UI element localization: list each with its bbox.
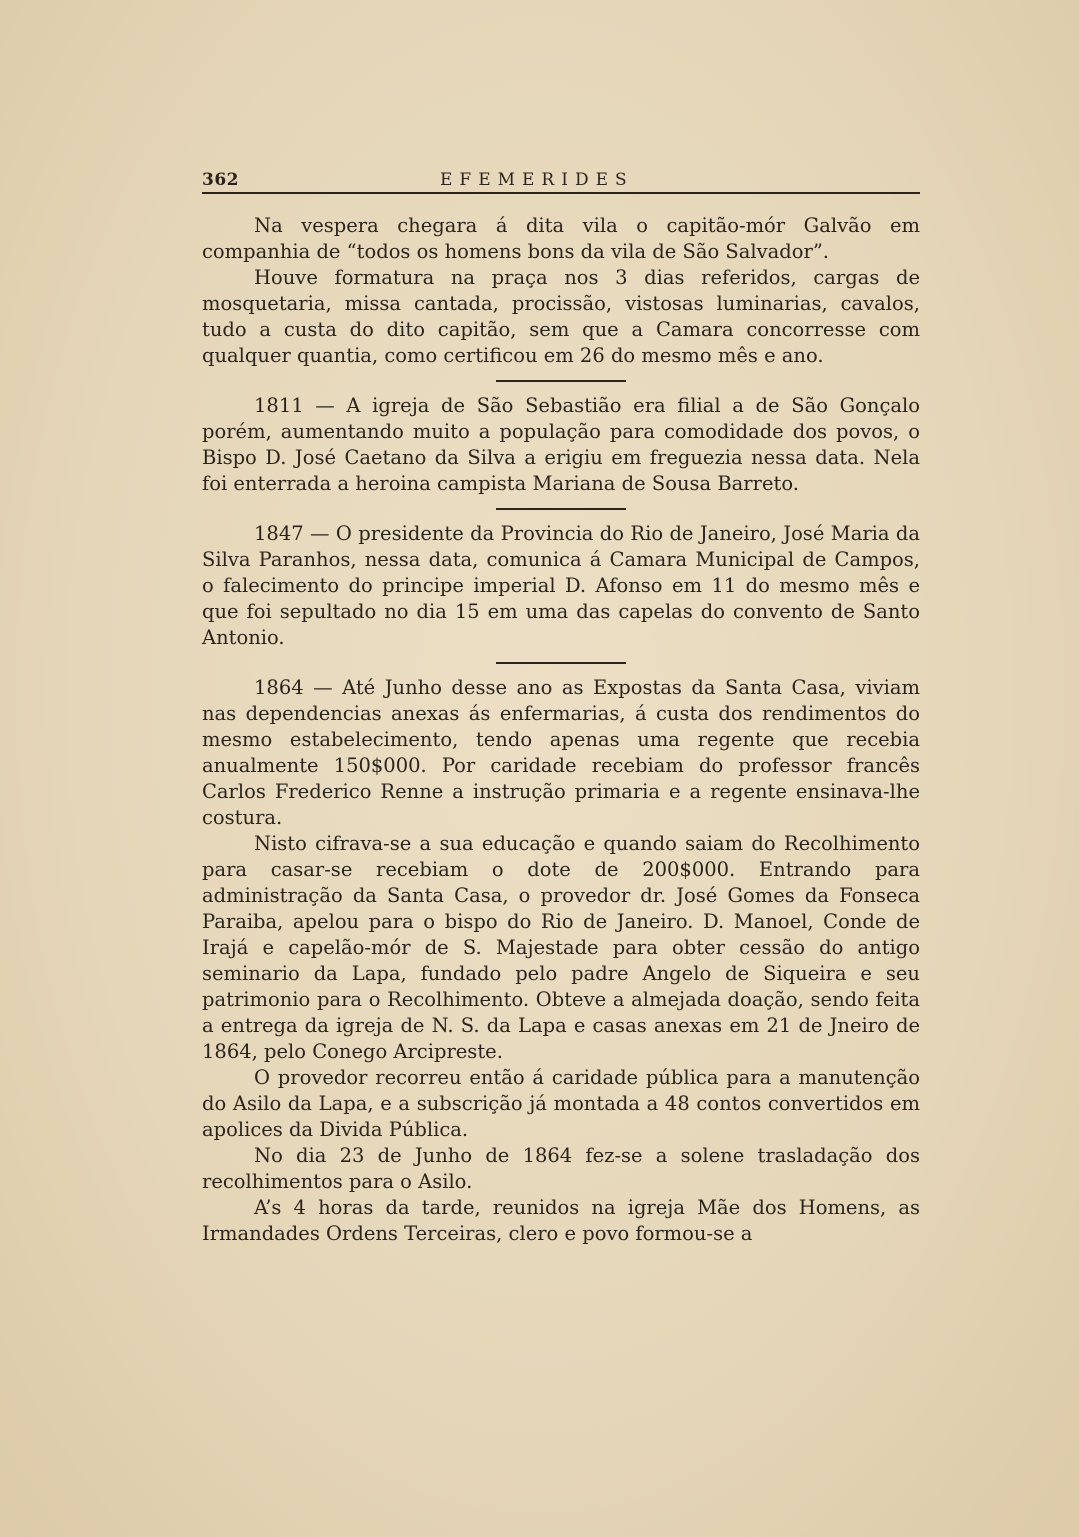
- section-divider: [496, 380, 626, 382]
- page-header: [202, 170, 920, 196]
- page-number: 362: [202, 170, 239, 190]
- page-body: [202, 213, 920, 1247]
- paragraph: Houve formatura na praça nos 3 dias referidos, cargas de mosquetaria, missa cantada, procissão, vistosas luminarias, cavalos, tudo a custa do dito capitão, sem que a Camara concorresse com qualquer quantia, como certificou em 26 do mesmo mês e ano.: [202, 266, 920, 367]
- section-divider: [496, 508, 626, 510]
- section-divider: [496, 662, 626, 664]
- paragraph: A’s 4 horas da tarde, reunidos na igreja Mãe dos Homens, as Irmandades Ordens Terceiras, clero e povo formou-se a: [202, 1196, 920, 1245]
- paragraph: Na vespera chegara á dita vila o capitão-mór Galvão em companhia de “todos os homens bons da vila de São Salvador”.: [202, 214, 920, 263]
- entry-1864: 1864 — Até Junho desse ano as Expostas da Santa Casa, viviam nas dependencias anexas ás enfermarias, á custa dos rendimentos do mesmo estabelecimento, tendo apenas uma regente que recebia anualmente 150$000. Por caridade recebiam do professor francês Carlos Frederico Renne a instrução primaria e a regente ensinava-lhe costura.: [202, 676, 920, 829]
- header-rule: [202, 192, 920, 194]
- paragraph: Nisto cifrava-se a sua educação e quando saiam do Recolhimento para casar-se recebiam o dote de 200$000. Entrando para administração da Santa Casa, o provedor dr. José Gomes da Fonseca Paraiba, apelou para o bispo do Rio de Janeiro. D. Manoel, Conde de Irajá e capelão-mór de S. Majestade para obter cessão do antigo seminario da Lapa, fundado pelo padre Angelo de Siqueira e seu patrimonio para o Recolhimento. Obteve a almejada doação, sendo feita a entrega da igreja de N. S. da Lapa e casas anexas em 21 de Jneiro de 1864, pelo Conego Arcipreste.: [202, 832, 920, 1063]
- running-title: EFEMERIDES: [440, 170, 634, 190]
- entry-1811: 1811 — A igreja de São Sebastião era filial a de São Gonçalo porém, aumentando muito a população para comodidade dos povos, o Bispo D. José Caetano da Silva a erigiu em freguezia nessa data. Nela foi enterrada a heroina campista Mariana de Sousa Barreto.: [202, 394, 920, 495]
- paragraph: O provedor recorreu então á caridade pública para a manutenção do Asilo da Lapa, e a subscrição já montada a 48 contos convertidos em apolices da Divida Pública.: [202, 1066, 920, 1141]
- entry-1847: 1847 — O presidente da Provincia do Rio de Janeiro, José Maria da Silva Paranhos, nessa data, comunica á Camara Municipal de Campos, o falecimento do principe imperial D. Afonso em 11 do mesmo mês e que foi sepultado no dia 15 em uma das capelas do convento de Santo Antonio.: [202, 522, 920, 649]
- paragraph: No dia 23 de Junho de 1864 fez-se a solene trasladação dos recolhimentos para o Asilo.: [202, 1144, 920, 1193]
- book-page: [202, 0, 920, 1537]
